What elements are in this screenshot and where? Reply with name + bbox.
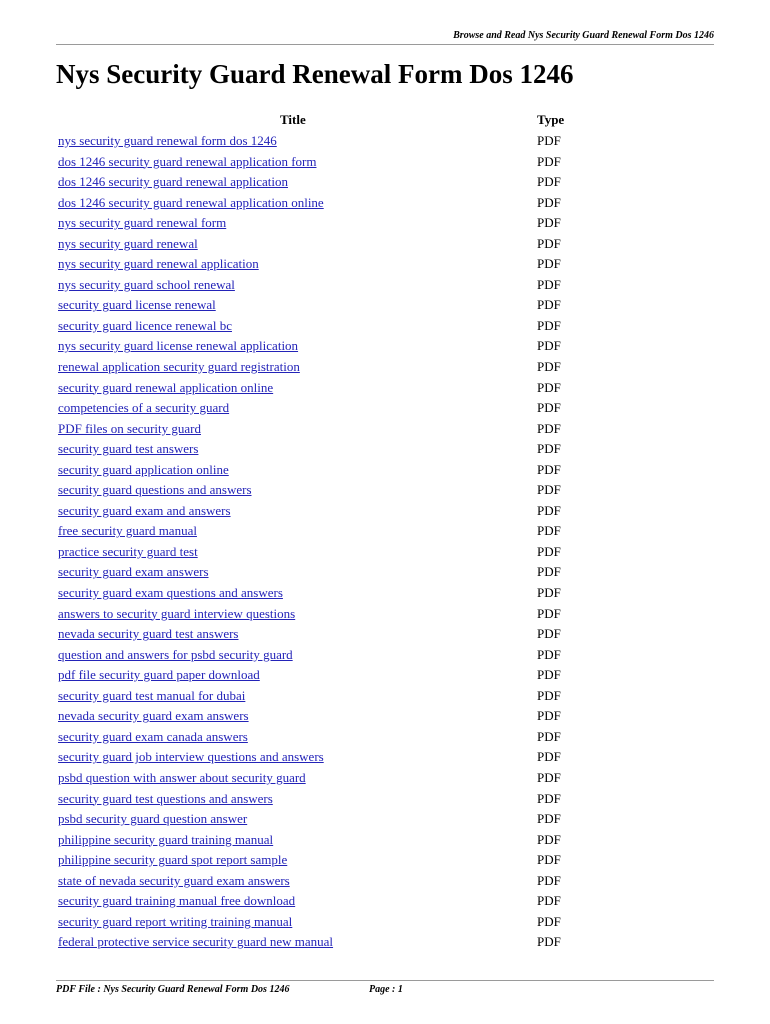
- document-title-link[interactable]: security guard test manual for dubai: [58, 687, 246, 703]
- document-title-link[interactable]: dos 1246 security guard renewal application online: [58, 194, 324, 210]
- document-title: Nys Security Guard Renewal Form Dos 1246: [56, 59, 574, 89]
- column-header-title: Title: [280, 112, 306, 127]
- document-title-link[interactable]: security guard application online: [58, 461, 229, 477]
- table-row: [58, 460, 658, 481]
- document-title-link[interactable]: practice security guard test: [58, 543, 198, 559]
- document-type: PDF: [537, 153, 561, 169]
- document-type: PDF: [537, 482, 561, 498]
- table-row: [58, 850, 658, 871]
- document-type: PDF: [537, 235, 561, 251]
- document-type: PDF: [537, 276, 561, 292]
- document-title-link[interactable]: nevada security guard test answers: [58, 626, 239, 642]
- table-row: [58, 912, 658, 933]
- document-title-link[interactable]: nys security guard renewal form: [58, 215, 227, 231]
- header-divider: [56, 44, 714, 45]
- table-row: [58, 686, 658, 707]
- document-title-link[interactable]: security guard training manual free download: [58, 893, 296, 909]
- document-title-link[interactable]: answers to security guard interview questions: [58, 605, 296, 621]
- table-row: [58, 378, 658, 399]
- document-type: PDF: [537, 317, 561, 333]
- document-title-link[interactable]: dos 1246 security guard renewal application: [58, 174, 288, 190]
- document-title-link[interactable]: psbd question with answer about security guard: [58, 769, 306, 785]
- document-type: PDF: [537, 728, 561, 744]
- document-title-link[interactable]: PDF files on security guard: [58, 420, 201, 436]
- document-title-link[interactable]: nys security guard school renewal: [58, 276, 235, 292]
- table-row: [58, 275, 658, 296]
- table-row: [58, 131, 658, 152]
- column-header-type: Type: [537, 112, 565, 127]
- document-type: PDF: [537, 708, 561, 724]
- table-row: [58, 624, 658, 645]
- document-title-link[interactable]: philippine security guard spot report sample: [58, 852, 288, 868]
- table-row: [58, 439, 658, 460]
- table-row: [58, 254, 658, 275]
- document-type: PDF: [537, 913, 561, 929]
- table-row: [58, 665, 658, 686]
- document-title-link[interactable]: security guard license renewal: [58, 297, 216, 313]
- table-row: [58, 213, 658, 234]
- table-row: [58, 562, 658, 583]
- table-row: [58, 480, 658, 501]
- document-title-link[interactable]: security guard report writing training manual: [58, 913, 293, 929]
- table-row: [58, 809, 658, 830]
- document-title-link[interactable]: nys security guard renewal application: [58, 256, 259, 272]
- document-type: PDF: [537, 133, 561, 148]
- table-row: [58, 542, 658, 563]
- document-title-link[interactable]: nys security guard license renewal application: [58, 338, 299, 354]
- table-row: [58, 521, 658, 542]
- document-type: PDF: [537, 543, 561, 559]
- table-row: [58, 645, 658, 666]
- document-type: PDF: [537, 667, 561, 683]
- document-type: PDF: [537, 461, 561, 477]
- document-title-link[interactable]: philippine security guard training manual: [58, 831, 274, 847]
- document-type: PDF: [537, 831, 561, 847]
- document-title-link[interactable]: security guard job interview questions and answers: [58, 749, 324, 765]
- table-row: [58, 316, 658, 337]
- document-listing-table: [58, 112, 658, 953]
- document-type: PDF: [537, 174, 561, 190]
- document-title-link[interactable]: psbd security guard question answer: [58, 811, 248, 827]
- document-title-link[interactable]: security guard exam answers: [58, 564, 209, 580]
- document-title-link[interactable]: security guard questions and answers: [58, 482, 252, 498]
- document-type: PDF: [537, 934, 561, 950]
- table-row: [58, 891, 658, 912]
- footer-divider: [56, 980, 714, 981]
- table-row: [58, 193, 658, 214]
- document-type: PDF: [537, 749, 561, 765]
- table-row: [58, 583, 658, 604]
- document-type: PDF: [537, 359, 561, 375]
- table-header-row: [58, 112, 658, 131]
- document-type: PDF: [537, 400, 561, 416]
- document-type: PDF: [537, 646, 561, 662]
- table-row: [58, 706, 658, 727]
- document-type: PDF: [537, 872, 561, 888]
- document-type: PDF: [537, 256, 561, 272]
- document-type: PDF: [537, 420, 561, 436]
- document-type: PDF: [537, 441, 561, 457]
- table-row: [58, 830, 658, 851]
- document-title-link[interactable]: renewal application security guard registration: [58, 359, 300, 375]
- document-title-link[interactable]: security guard exam and answers: [58, 502, 231, 518]
- table-row: [58, 295, 658, 316]
- document-type: PDF: [537, 687, 561, 703]
- table-row: [58, 357, 658, 378]
- document-type: PDF: [537, 811, 561, 827]
- table-row: [58, 789, 658, 810]
- document-type: PDF: [537, 852, 561, 868]
- table-row: [58, 172, 658, 193]
- table-row: [58, 747, 658, 768]
- document-type: PDF: [537, 564, 561, 580]
- document-type: PDF: [537, 605, 561, 621]
- footer-file-label: PDF File : Nys Security Guard Renewal Form Dos 1246: [56, 984, 290, 995]
- table-row: [58, 932, 658, 953]
- document-type: PDF: [537, 626, 561, 642]
- table-row: [58, 768, 658, 789]
- table-row: [58, 501, 658, 522]
- document-title-link[interactable]: security guard test answers: [58, 441, 199, 457]
- document-title-link[interactable]: competencies of a security guard: [58, 400, 230, 416]
- document-title-link[interactable]: free security guard manual: [58, 523, 197, 539]
- table-row: [58, 727, 658, 748]
- document-title-link[interactable]: nys security guard renewal form dos 1246: [58, 133, 277, 148]
- document-title-link[interactable]: security guard exam canada answers: [58, 728, 248, 744]
- document-type: PDF: [537, 338, 561, 354]
- document-title-link[interactable]: dos 1246 security guard renewal application form: [58, 153, 317, 169]
- document-type: PDF: [537, 379, 561, 395]
- document-type: PDF: [537, 297, 561, 313]
- document-type: PDF: [537, 790, 561, 806]
- document-type: PDF: [537, 585, 561, 601]
- table-row: [58, 152, 658, 173]
- document-title-link[interactable]: question and answers for psbd security guard: [58, 646, 293, 662]
- header-note: Browse and Read Nys Security Guard Renewal Form Dos 1246: [453, 30, 714, 41]
- table-row: [58, 234, 658, 255]
- document-list: [58, 131, 658, 953]
- document-type: PDF: [537, 215, 561, 231]
- document-type: PDF: [537, 502, 561, 518]
- document-type: PDF: [537, 523, 561, 539]
- table-row: [58, 336, 658, 357]
- document-title-link[interactable]: security guard renewal application online: [58, 379, 274, 395]
- document-title-link[interactable]: nevada security guard exam answers: [58, 708, 249, 724]
- table-row: [58, 871, 658, 892]
- document-title-link[interactable]: pdf file security guard paper download: [58, 667, 260, 683]
- document-title-link[interactable]: security guard exam questions and answers: [58, 585, 283, 601]
- document-title-link[interactable]: security guard test questions and answers: [58, 790, 273, 806]
- document-type: PDF: [537, 194, 561, 210]
- document-title-link[interactable]: federal protective service security guard new manual: [58, 934, 334, 950]
- document-type: PDF: [537, 893, 561, 909]
- footer-page-label: Page : 1: [369, 984, 403, 995]
- document-title-link[interactable]: nys security guard renewal: [58, 235, 198, 251]
- document-title-link[interactable]: security guard licence renewal bc: [58, 317, 232, 333]
- document-title-link[interactable]: state of nevada security guard exam answers: [58, 872, 290, 888]
- table-row: [58, 398, 658, 419]
- document-type: PDF: [537, 769, 561, 785]
- table-row: [58, 419, 658, 440]
- table-row: [58, 604, 658, 625]
